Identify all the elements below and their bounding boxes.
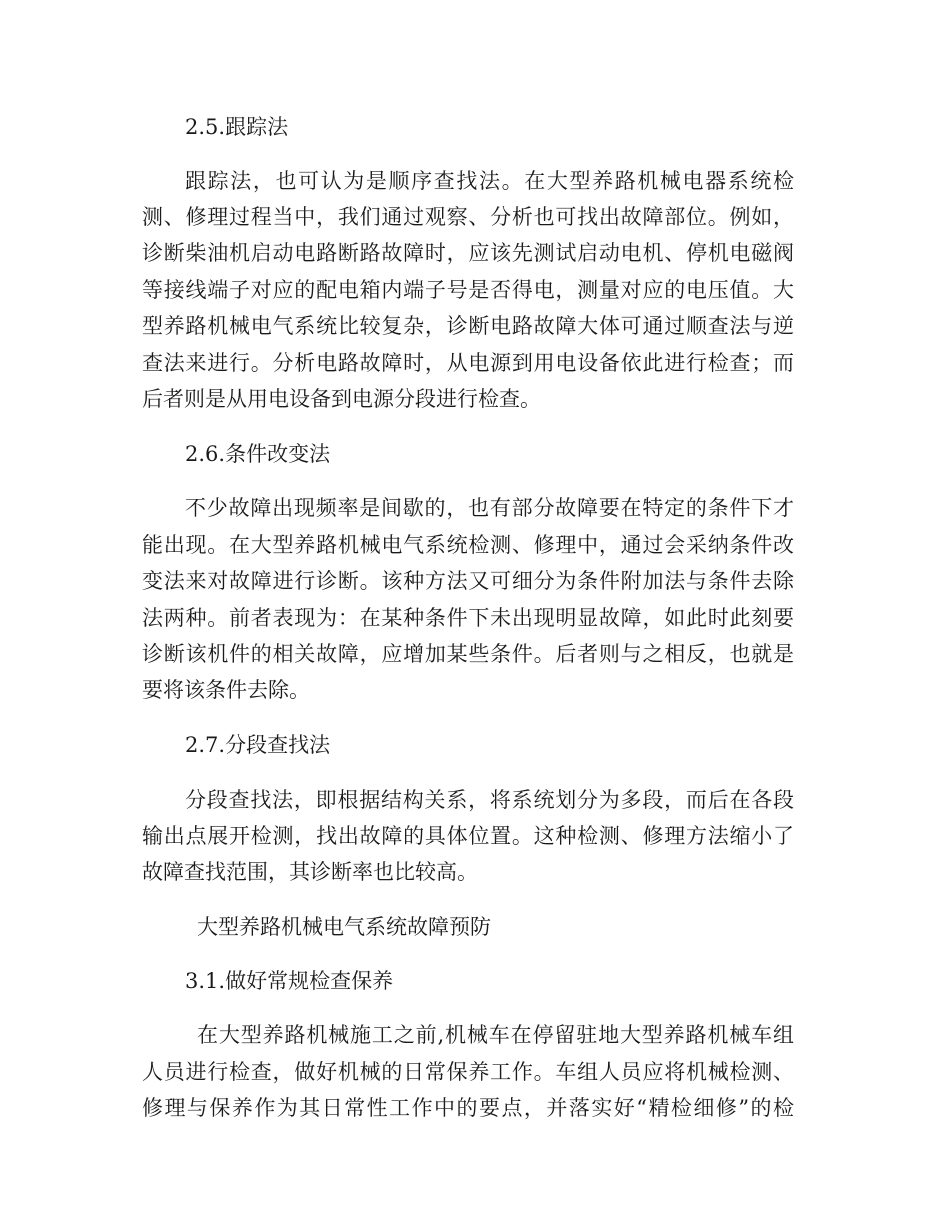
paragraph-line: 等接线端子对应的配电箱内端子号是否得电，测量对应的电压值。大: [142, 278, 794, 302]
paragraph-line: 能出现。在大型养路机械电气系统检测、修理中，通过会采纳条件改: [142, 533, 794, 557]
paragraph-line: 后者则是从用电设备到电源分段进行检查。: [142, 387, 541, 411]
paragraph-line: 人员进行检查，做好机械的日常保养工作。车组人员应将机械检测、: [142, 1060, 794, 1084]
paragraph-line: 不少故障出现频率是间歇的，也有部分故障要在特定的条件下才: [185, 496, 794, 520]
paragraph-line: 分段查找法，即根据结构关系，将系统划分为多段，而后在各段: [185, 788, 794, 812]
section-heading-3-1: 3.1.做好常规检查保养: [185, 969, 394, 993]
paragraph-line: 故障查找范围，其诊断率也比较高。: [142, 860, 478, 884]
paragraph-line: 输出点展开检测，找出故障的具体位置。这种检测、修理方法缩小了: [142, 824, 794, 848]
paragraph-line: 跟踪法，也可认为是顺序查找法。在大型养路机械电器系统检: [185, 169, 794, 193]
paragraph-line: 型养路机械电气系统比较复杂，诊断电路故障大体可通过顺查法与逆: [142, 314, 794, 338]
paragraph-line: 修理与保养作为其日常性工作中的要点，并落实好“精检细修”的检: [142, 1096, 794, 1120]
paragraph-line: 诊断柴油机启动电路断路故障时，应该先测试启动电机、停机电磁阀: [142, 241, 794, 265]
paragraph-line: 要将该条件去除。: [142, 678, 310, 702]
paragraph-line: 变法来对故障进行诊断。该种方法又可细分为条件附加法与条件去除: [142, 569, 794, 593]
paragraph-line: 在大型养路机械施工之前,机械车在停留驻地大型养路机械车组: [197, 1023, 794, 1047]
section-heading-2-5: 2.5.跟踪法: [185, 115, 289, 139]
paragraph-line: 测、修理过程当中，我们通过观察、分析也可找出故障部位。例如，: [142, 205, 794, 229]
paragraph-line: 法两种。前者表现为：在某种条件下未出现明显故障，如此时此刻要: [142, 606, 794, 630]
chapter-heading-3: 大型养路机械电气系统故障预防: [197, 915, 491, 939]
section-heading-2-7: 2.7.分段查找法: [185, 733, 331, 757]
section-heading-2-6: 2.6.条件改变法: [185, 442, 331, 466]
paragraph-line: 诊断该机件的相关故障，应增加某些条件。后者则与之相反，也就是: [142, 642, 794, 666]
paragraph-line: 查法来进行。分析电路故障时，从电源到用电设备依此进行检查；而: [142, 351, 794, 375]
